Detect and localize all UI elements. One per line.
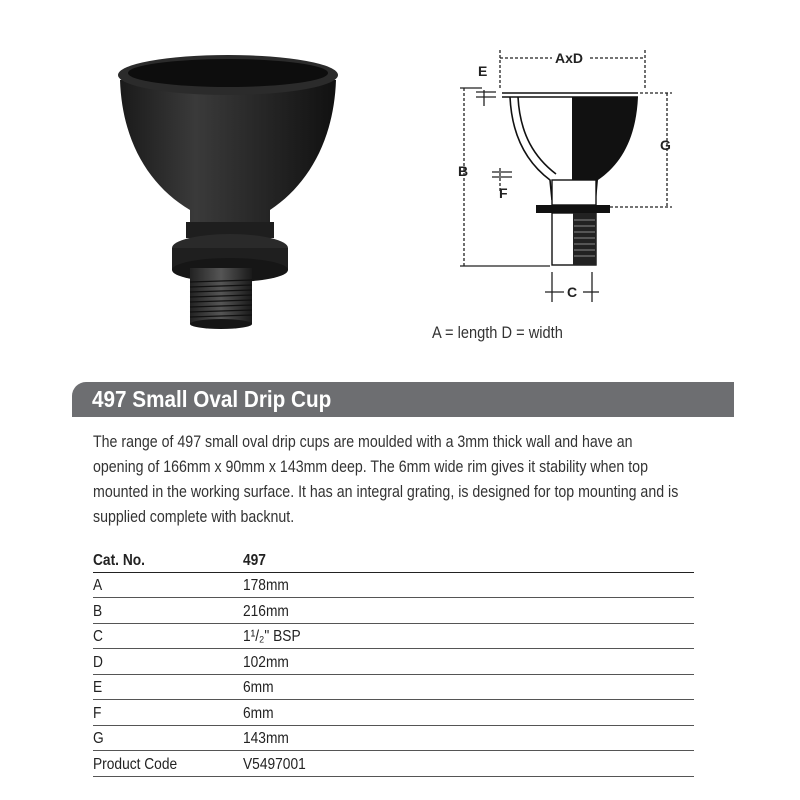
spec-value: 6mm — [243, 704, 274, 722]
table-row — [93, 726, 694, 752]
dimension-drawing — [440, 40, 690, 310]
spec-table — [93, 547, 694, 777]
label-e: E — [478, 63, 488, 79]
table-row — [93, 751, 694, 777]
spec-value: 143mm — [243, 730, 289, 747]
drawing-legend: A = length D = width — [432, 323, 563, 342]
product-title-bar — [72, 382, 734, 417]
spec-header-row — [93, 547, 694, 573]
spec-value: 102mm — [243, 653, 289, 671]
spec-key: A — [93, 577, 103, 594]
spec-value: V5497001 — [243, 755, 306, 773]
spec-key: B — [93, 602, 103, 620]
spec-header-key: Cat. No. — [93, 551, 145, 569]
spec-value: 178mm — [243, 577, 289, 594]
table-row — [93, 624, 694, 650]
spec-value: 6mm — [243, 679, 274, 696]
label-b: B — [458, 163, 469, 179]
table-row — [93, 700, 694, 726]
spec-key: E — [93, 679, 103, 696]
product-photo — [108, 50, 348, 330]
spec-value: 216mm — [243, 602, 289, 620]
spec-key: F — [93, 704, 102, 722]
label-f: F — [499, 185, 508, 201]
table-row — [93, 573, 694, 599]
spec-header-value: 497 — [243, 551, 266, 569]
label-g: G — [660, 137, 671, 153]
table-row — [93, 675, 694, 701]
spec-key: Product Code — [93, 755, 178, 773]
product-description: The range of 497 small oval drip cups are moulded with a 3mm thick wall and have an opening of 166mm x 90mm x 143mm deep. The 6mm wide rim gives it stability when top mounted in the working surface. It has an integral grating, is designed for top mounting and is supplied complete with backnut. — [93, 433, 679, 526]
label-c: C — [567, 284, 578, 300]
label-axd: AxD — [555, 50, 584, 66]
spec-key: D — [93, 653, 103, 671]
table-row — [93, 649, 694, 675]
table-row — [93, 598, 694, 624]
spec-key: C — [93, 628, 103, 645]
spec-key: G — [93, 730, 104, 747]
product-title: 497 Small Oval Drip Cup — [92, 386, 332, 412]
spec-value: 1¹/₂" BSP — [243, 628, 301, 645]
